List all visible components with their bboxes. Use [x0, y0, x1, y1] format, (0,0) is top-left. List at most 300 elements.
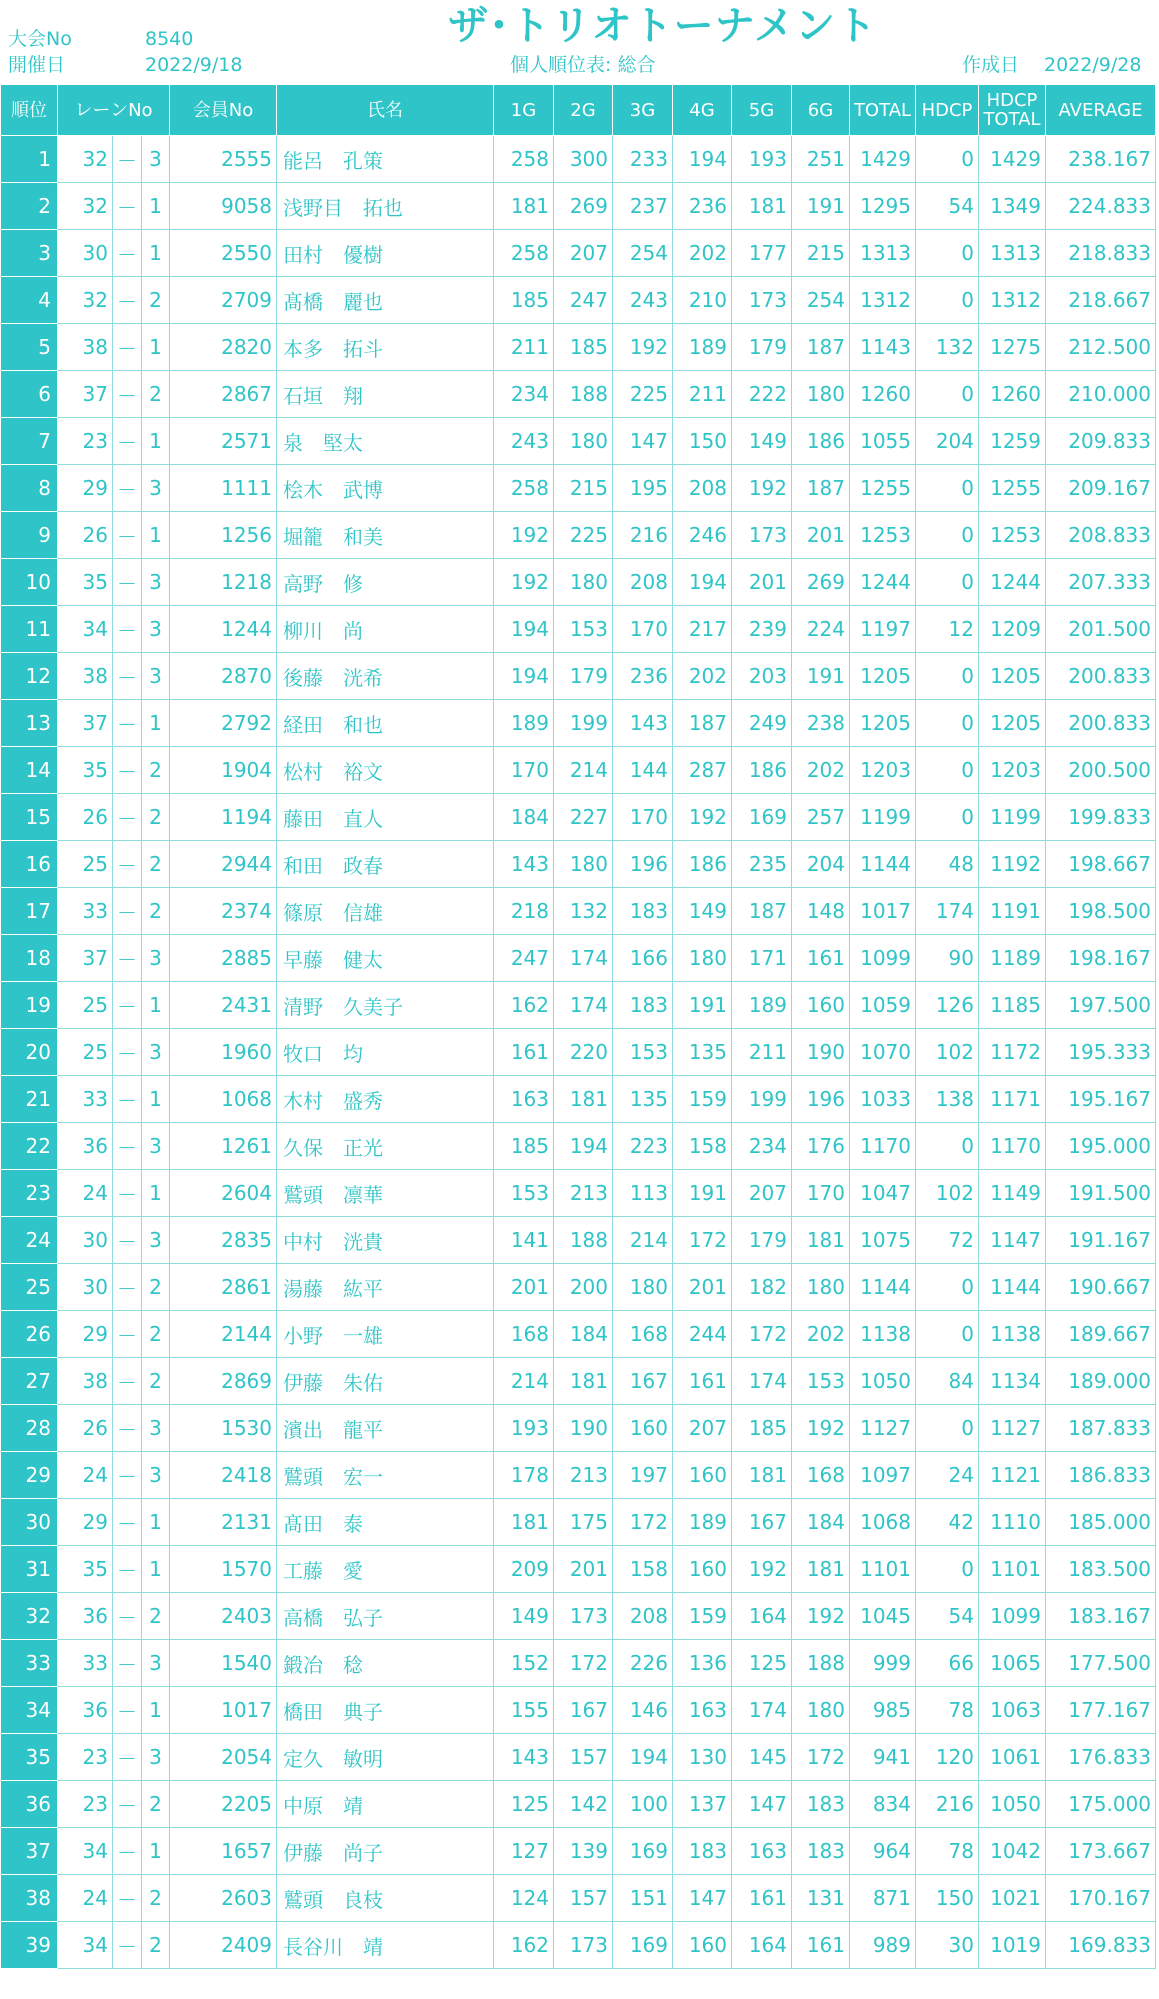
- game5-cell: 249: [732, 700, 792, 747]
- member-no-cell: 2409: [170, 1922, 277, 1969]
- lane-separator: －: [113, 700, 142, 747]
- game4-cell: 135: [673, 1029, 732, 1076]
- game3-cell: 192: [613, 324, 673, 371]
- table-row: [1, 1123, 1156, 1170]
- hdcp-cell: 0: [916, 1264, 979, 1311]
- lane-position-cell: 2: [142, 1593, 170, 1640]
- average-cell: 173.667: [1046, 1828, 1156, 1875]
- table-row: [1, 747, 1156, 794]
- game6-cell: 192: [792, 1593, 850, 1640]
- lane-separator: －: [113, 1875, 142, 1922]
- game2-cell: 207: [554, 230, 613, 277]
- hdcp-cell: 0: [916, 512, 979, 559]
- game2-cell: 180: [554, 841, 613, 888]
- total-cell: 1205: [850, 700, 916, 747]
- col-hdcp-total-line2: TOTAL: [983, 109, 1041, 130]
- member-no-cell: 1017: [170, 1687, 277, 1734]
- lane-separator: －: [113, 935, 142, 982]
- player-name-cell: 松村 裕文: [277, 747, 494, 794]
- player-name-cell: 木村 盛秀: [277, 1076, 494, 1123]
- rank-cell: 31: [1, 1546, 58, 1593]
- game3-cell: 153: [613, 1029, 673, 1076]
- lane-position-cell: 1: [142, 1828, 170, 1875]
- game3-cell: 143: [613, 700, 673, 747]
- lane-position-cell: 3: [142, 1452, 170, 1499]
- lane-cell: 23: [58, 1734, 113, 1781]
- lane-separator: －: [113, 136, 142, 183]
- game3-cell: 194: [613, 1734, 673, 1781]
- game4-cell: 183: [673, 1828, 732, 1875]
- member-no-cell: 2550: [170, 230, 277, 277]
- game4-cell: 194: [673, 136, 732, 183]
- rank-cell: 35: [1, 1734, 58, 1781]
- game1-cell: 153: [494, 1170, 554, 1217]
- hdcp-cell: 12: [916, 606, 979, 653]
- game6-cell: 196: [792, 1076, 850, 1123]
- hdcp-total-cell: 1144: [979, 1264, 1046, 1311]
- lane-position-cell: 3: [142, 136, 170, 183]
- hdcp-cell: 48: [916, 841, 979, 888]
- hdcp-total-cell: 1255: [979, 465, 1046, 512]
- player-name-cell: 本多 拓斗: [277, 324, 494, 371]
- rank-cell: 25: [1, 1264, 58, 1311]
- average-cell: 201.500: [1046, 606, 1156, 653]
- total-cell: 1170: [850, 1123, 916, 1170]
- player-name-cell: 篠原 信雄: [277, 888, 494, 935]
- game5-cell: 125: [732, 1640, 792, 1687]
- game2-cell: 213: [554, 1452, 613, 1499]
- player-name-cell: 中村 洸貴: [277, 1217, 494, 1264]
- game5-cell: 187: [732, 888, 792, 935]
- table-row: [1, 1217, 1156, 1264]
- lane-cell: 38: [58, 653, 113, 700]
- total-cell: 1097: [850, 1452, 916, 1499]
- member-no-cell: 2885: [170, 935, 277, 982]
- player-name-cell: 能呂 孔策: [277, 136, 494, 183]
- member-no-cell: 2869: [170, 1358, 277, 1405]
- game1-cell: 243: [494, 418, 554, 465]
- game6-cell: 187: [792, 465, 850, 512]
- created-date: 2022/9/28: [1044, 54, 1142, 76]
- game3-cell: 100: [613, 1781, 673, 1828]
- game5-cell: 181: [732, 1452, 792, 1499]
- col-name: 氏名: [277, 85, 494, 136]
- game4-cell: 208: [673, 465, 732, 512]
- total-cell: 1070: [850, 1029, 916, 1076]
- rank-cell: 30: [1, 1499, 58, 1546]
- game4-cell: 147: [673, 1875, 732, 1922]
- game6-cell: 224: [792, 606, 850, 653]
- member-no-cell: 2709: [170, 277, 277, 324]
- col-game-4: 4G: [673, 85, 732, 136]
- lane-position-cell: 2: [142, 371, 170, 418]
- col-total: TOTAL: [850, 85, 916, 136]
- average-cell: 176.833: [1046, 1734, 1156, 1781]
- member-no-cell: 1256: [170, 512, 277, 559]
- col-member-no: 会員No: [170, 85, 277, 136]
- game4-cell: 191: [673, 1170, 732, 1217]
- player-name-cell: 濱出 龍平: [277, 1405, 494, 1452]
- game2-cell: 220: [554, 1029, 613, 1076]
- game6-cell: 191: [792, 183, 850, 230]
- hdcp-total-cell: 1061: [979, 1734, 1046, 1781]
- player-name-cell: 久保 正光: [277, 1123, 494, 1170]
- col-hdcp-total: [979, 85, 1046, 136]
- game5-cell: 185: [732, 1405, 792, 1452]
- lane-separator: －: [113, 794, 142, 841]
- hdcp-total-cell: 1312: [979, 277, 1046, 324]
- game4-cell: 160: [673, 1452, 732, 1499]
- game6-cell: 190: [792, 1029, 850, 1076]
- lane-position-cell: 2: [142, 1781, 170, 1828]
- total-cell: 1253: [850, 512, 916, 559]
- hdcp-cell: 174: [916, 888, 979, 935]
- lane-separator: －: [113, 1311, 142, 1358]
- average-cell: 210.000: [1046, 371, 1156, 418]
- lane-position-cell: 2: [142, 747, 170, 794]
- hdcp-total-cell: 1149: [979, 1170, 1046, 1217]
- hdcp-total-cell: 1191: [979, 888, 1046, 935]
- hdcp-total-cell: 1203: [979, 747, 1046, 794]
- player-name-cell: 高橋 弘子: [277, 1593, 494, 1640]
- total-cell: 985: [850, 1687, 916, 1734]
- lane-separator: －: [113, 230, 142, 277]
- total-cell: 1050: [850, 1358, 916, 1405]
- player-name-cell: 高野 修: [277, 559, 494, 606]
- lane-cell: 35: [58, 559, 113, 606]
- hdcp-cell: 0: [916, 747, 979, 794]
- lane-position-cell: 3: [142, 1734, 170, 1781]
- table-row: [1, 700, 1156, 747]
- game4-cell: 202: [673, 230, 732, 277]
- total-cell: 1017: [850, 888, 916, 935]
- game1-cell: 125: [494, 1781, 554, 1828]
- hdcp-cell: 54: [916, 1593, 979, 1640]
- game2-cell: 174: [554, 982, 613, 1029]
- average-cell: 195.000: [1046, 1123, 1156, 1170]
- game6-cell: 168: [792, 1452, 850, 1499]
- total-cell: 1199: [850, 794, 916, 841]
- rank-cell: 33: [1, 1640, 58, 1687]
- lane-cell: 34: [58, 606, 113, 653]
- game6-cell: 269: [792, 559, 850, 606]
- rank-cell: 13: [1, 700, 58, 747]
- lane-position-cell: 3: [142, 653, 170, 700]
- total-cell: 989: [850, 1922, 916, 1969]
- lane-cell: 24: [58, 1170, 113, 1217]
- rank-cell: 1: [1, 136, 58, 183]
- rank-cell: 14: [1, 747, 58, 794]
- total-cell: 1068: [850, 1499, 916, 1546]
- average-cell: 218.667: [1046, 277, 1156, 324]
- lane-separator: －: [113, 1029, 142, 1076]
- table-row: [1, 888, 1156, 935]
- player-name-cell: 藤田 直人: [277, 794, 494, 841]
- game6-cell: 191: [792, 653, 850, 700]
- game3-cell: 208: [613, 559, 673, 606]
- lane-position-cell: 1: [142, 1546, 170, 1593]
- player-name-cell: 工藤 愛: [277, 1546, 494, 1593]
- game1-cell: 247: [494, 935, 554, 982]
- game2-cell: 199: [554, 700, 613, 747]
- lane-position-cell: 1: [142, 982, 170, 1029]
- player-name-cell: 柳川 尚: [277, 606, 494, 653]
- game4-cell: 287: [673, 747, 732, 794]
- average-cell: 209.833: [1046, 418, 1156, 465]
- game2-cell: 185: [554, 324, 613, 371]
- lane-separator: －: [113, 888, 142, 935]
- game6-cell: 161: [792, 935, 850, 982]
- table-row: [1, 1076, 1156, 1123]
- page-title: ザ･トリオトーナメント: [448, 3, 877, 49]
- player-name-cell: 清野 久美子: [277, 982, 494, 1029]
- total-cell: 1055: [850, 418, 916, 465]
- game4-cell: 207: [673, 1405, 732, 1452]
- lane-cell: 29: [58, 465, 113, 512]
- average-cell: 197.500: [1046, 982, 1156, 1029]
- table-row: [1, 1875, 1156, 1922]
- rank-cell: 7: [1, 418, 58, 465]
- table-header-row: [1, 85, 1156, 136]
- game4-cell: 187: [673, 700, 732, 747]
- game5-cell: 174: [732, 1358, 792, 1405]
- col-average: AVERAGE: [1046, 85, 1156, 136]
- lane-separator: －: [113, 1593, 142, 1640]
- total-cell: 1255: [850, 465, 916, 512]
- game4-cell: 217: [673, 606, 732, 653]
- total-cell: 964: [850, 1828, 916, 1875]
- player-name-cell: 湯藤 紘平: [277, 1264, 494, 1311]
- game4-cell: 136: [673, 1640, 732, 1687]
- game2-cell: 139: [554, 1828, 613, 1875]
- average-cell: 218.833: [1046, 230, 1156, 277]
- lane-cell: 37: [58, 700, 113, 747]
- col-game-2: 2G: [554, 85, 613, 136]
- player-name-cell: 和田 政春: [277, 841, 494, 888]
- player-name-cell: 早藤 健太: [277, 935, 494, 982]
- hdcp-cell: 126: [916, 982, 979, 1029]
- game1-cell: 234: [494, 371, 554, 418]
- game1-cell: 127: [494, 1828, 554, 1875]
- table-row: [1, 559, 1156, 606]
- table-row: [1, 512, 1156, 559]
- total-cell: 1127: [850, 1405, 916, 1452]
- game6-cell: 251: [792, 136, 850, 183]
- table-row: [1, 1922, 1156, 1969]
- game1-cell: 185: [494, 1123, 554, 1170]
- game6-cell: 201: [792, 512, 850, 559]
- lane-position-cell: 2: [142, 1922, 170, 1969]
- game6-cell: 188: [792, 1640, 850, 1687]
- hdcp-cell: 204: [916, 418, 979, 465]
- rank-cell: 23: [1, 1170, 58, 1217]
- game6-cell: 238: [792, 700, 850, 747]
- lane-cell: 24: [58, 1875, 113, 1922]
- table-row: [1, 1405, 1156, 1452]
- game5-cell: 171: [732, 935, 792, 982]
- average-cell: 238.167: [1046, 136, 1156, 183]
- member-no-cell: 1194: [170, 794, 277, 841]
- col-game-5: 5G: [732, 85, 792, 136]
- game4-cell: 180: [673, 935, 732, 982]
- table-row: [1, 606, 1156, 653]
- member-no-cell: 2867: [170, 371, 277, 418]
- game1-cell: 211: [494, 324, 554, 371]
- lane-separator: －: [113, 1217, 142, 1264]
- lane-separator: －: [113, 1546, 142, 1593]
- game1-cell: 258: [494, 136, 554, 183]
- hdcp-cell: 150: [916, 1875, 979, 1922]
- average-cell: 199.833: [1046, 794, 1156, 841]
- average-cell: 198.500: [1046, 888, 1156, 935]
- total-cell: 1312: [850, 277, 916, 324]
- lane-position-cell: 3: [142, 1029, 170, 1076]
- game3-cell: 233: [613, 136, 673, 183]
- lane-cell: 26: [58, 512, 113, 559]
- lane-position-cell: 2: [142, 1311, 170, 1358]
- game6-cell: 183: [792, 1781, 850, 1828]
- member-no-cell: 2403: [170, 1593, 277, 1640]
- member-no-cell: 2835: [170, 1217, 277, 1264]
- game1-cell: 193: [494, 1405, 554, 1452]
- lane-position-cell: 3: [142, 1217, 170, 1264]
- average-cell: 224.833: [1046, 183, 1156, 230]
- game2-cell: 132: [554, 888, 613, 935]
- lane-cell: 33: [58, 1640, 113, 1687]
- game4-cell: 158: [673, 1123, 732, 1170]
- col-hdcp: HDCP: [916, 85, 979, 136]
- lane-cell: 26: [58, 794, 113, 841]
- game1-cell: 181: [494, 1499, 554, 1546]
- member-no-cell: 1244: [170, 606, 277, 653]
- member-no-cell: 2144: [170, 1311, 277, 1358]
- tournament-no-label: 大会No: [8, 28, 72, 50]
- game2-cell: 175: [554, 1499, 613, 1546]
- lane-position-cell: 1: [142, 512, 170, 559]
- player-name-cell: 堀籠 和美: [277, 512, 494, 559]
- game1-cell: 181: [494, 183, 554, 230]
- rank-cell: 36: [1, 1781, 58, 1828]
- lane-separator: －: [113, 1170, 142, 1217]
- game1-cell: 218: [494, 888, 554, 935]
- game2-cell: 167: [554, 1687, 613, 1734]
- player-name-cell: 髙田 泰: [277, 1499, 494, 1546]
- lane-cell: 25: [58, 982, 113, 1029]
- lane-separator: －: [113, 324, 142, 371]
- game3-cell: 168: [613, 1311, 673, 1358]
- average-cell: 189.000: [1046, 1358, 1156, 1405]
- lane-separator: －: [113, 1828, 142, 1875]
- game1-cell: 194: [494, 653, 554, 700]
- game2-cell: 157: [554, 1875, 613, 1922]
- game3-cell: 170: [613, 794, 673, 841]
- total-cell: 1143: [850, 324, 916, 371]
- lane-cell: 30: [58, 1217, 113, 1264]
- game5-cell: 174: [732, 1687, 792, 1734]
- hdcp-cell: 216: [916, 1781, 979, 1828]
- lane-separator: －: [113, 1123, 142, 1170]
- game5-cell: 199: [732, 1076, 792, 1123]
- lane-position-cell: 2: [142, 1358, 170, 1405]
- game3-cell: 254: [613, 230, 673, 277]
- average-cell: 177.167: [1046, 1687, 1156, 1734]
- hdcp-cell: 0: [916, 794, 979, 841]
- average-cell: 186.833: [1046, 1452, 1156, 1499]
- average-cell: 191.167: [1046, 1217, 1156, 1264]
- rank-cell: 6: [1, 371, 58, 418]
- hdcp-total-cell: 1349: [979, 183, 1046, 230]
- game3-cell: 172: [613, 1499, 673, 1546]
- player-name-cell: 後藤 洸希: [277, 653, 494, 700]
- table-row: [1, 1264, 1156, 1311]
- game2-cell: 227: [554, 794, 613, 841]
- hdcp-total-cell: 1313: [979, 230, 1046, 277]
- hdcp-total-cell: 1021: [979, 1875, 1046, 1922]
- game5-cell: 169: [732, 794, 792, 841]
- hdcp-cell: 0: [916, 1546, 979, 1593]
- game3-cell: 223: [613, 1123, 673, 1170]
- rank-cell: 5: [1, 324, 58, 371]
- game4-cell: 194: [673, 559, 732, 606]
- table-row: [1, 136, 1156, 183]
- game5-cell: 167: [732, 1499, 792, 1546]
- hdcp-total-cell: 1134: [979, 1358, 1046, 1405]
- rank-cell: 22: [1, 1123, 58, 1170]
- hdcp-cell: 0: [916, 465, 979, 512]
- date-label: 開催日: [8, 54, 66, 76]
- event-date: 2022/9/18: [145, 54, 243, 76]
- lane-separator: －: [113, 559, 142, 606]
- rank-cell: 27: [1, 1358, 58, 1405]
- table-row: [1, 1546, 1156, 1593]
- lane-cell: 25: [58, 1029, 113, 1076]
- member-no-cell: 1657: [170, 1828, 277, 1875]
- tournament-no: 8540: [145, 28, 194, 50]
- lane-cell: 34: [58, 1828, 113, 1875]
- game2-cell: 180: [554, 559, 613, 606]
- hdcp-total-cell: 1170: [979, 1123, 1046, 1170]
- average-cell: 185.000: [1046, 1499, 1156, 1546]
- hdcp-cell: 0: [916, 371, 979, 418]
- member-no-cell: 2603: [170, 1875, 277, 1922]
- col-lane: レーンNo: [58, 85, 170, 136]
- game3-cell: 167: [613, 1358, 673, 1405]
- table-row: [1, 841, 1156, 888]
- member-no-cell: 2792: [170, 700, 277, 747]
- game6-cell: 172: [792, 1734, 850, 1781]
- game4-cell: 160: [673, 1922, 732, 1969]
- lane-position-cell: 3: [142, 465, 170, 512]
- rank-cell: 8: [1, 465, 58, 512]
- ranking-rows: [1, 136, 1156, 1969]
- lane-position-cell: 2: [142, 1264, 170, 1311]
- lane-cell: 33: [58, 1076, 113, 1123]
- lane-cell: 36: [58, 1593, 113, 1640]
- game4-cell: 172: [673, 1217, 732, 1264]
- game5-cell: 192: [732, 1546, 792, 1593]
- lane-cell: 29: [58, 1499, 113, 1546]
- game5-cell: 164: [732, 1593, 792, 1640]
- game1-cell: 124: [494, 1875, 554, 1922]
- lane-position-cell: 1: [142, 700, 170, 747]
- game4-cell: 163: [673, 1687, 732, 1734]
- col-rank: 順位: [1, 85, 58, 136]
- game5-cell: 164: [732, 1922, 792, 1969]
- rank-cell: 26: [1, 1311, 58, 1358]
- lane-cell: 32: [58, 277, 113, 324]
- rank-cell: 17: [1, 888, 58, 935]
- lane-cell: 38: [58, 1358, 113, 1405]
